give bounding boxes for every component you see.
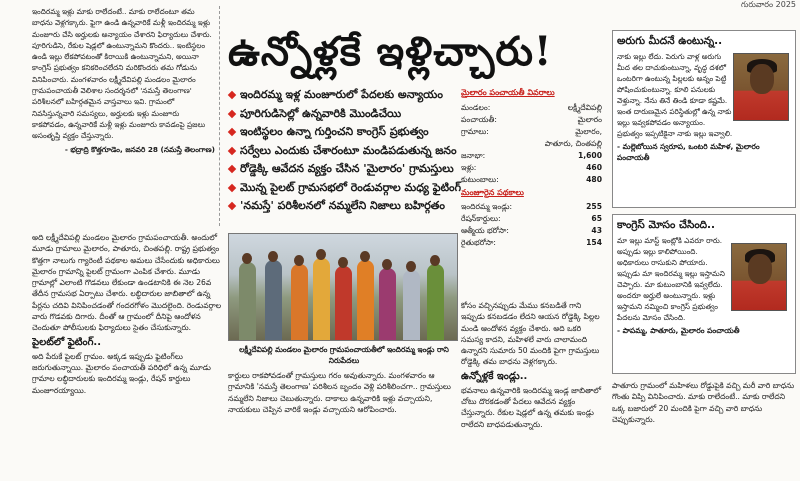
page-header-date: గురువారం 2025: [740, 0, 796, 9]
testimony-box-2: [612, 214, 796, 374]
person-figure: [313, 258, 330, 340]
stat-row: [461, 150, 602, 162]
stat-label: జనాభా:: [461, 151, 486, 160]
schemes-title: మంజూరైన పథకాలు: [461, 188, 524, 197]
testimony-body: మా ఇల్లు మాస్ట్ ఇంట్లోకి ఎవరూ రారు. అప్పుడు ఇల్లు కాలిపోయింది. అధికారులు రాసుకుని పోయారు. ఇప్పుడు మా ఇందిరమ్మ ఇల్లు ఇస్తామని చెప్పారు. మా కుటుంబానికి ఇవ్వలేదు. అందరూ అర్హులే అంటున్నారు. ఇళ్లు ఇస్తామని నమ్మించి కాంగ్రెస్ ప్రభుత్వం పేదలను మోసం చేసింది.: [617, 236, 725, 322]
panel-title: మైలారం పంచాయతీ వివరాలు: [461, 88, 555, 97]
stat-row: [461, 102, 602, 114]
stat-value: మైలారం: [577, 115, 602, 124]
stat-label: కుటుంబాలు:: [461, 175, 499, 184]
scheme-label: ఇందిరమ్మ ఇండ్లు:: [461, 202, 513, 211]
scheme-row: [461, 225, 602, 237]
scheme-label: ఆత్మీయ భరోసా:: [461, 226, 509, 235]
stat-value: పాతూరు, చింతపల్లి: [544, 139, 602, 148]
scheme-row: [461, 237, 602, 249]
dateline: - భద్రాద్రి కొత్తగూడెం, జనవరి 28 (నమస్తే తెలంగాణ): [64, 144, 215, 154]
highlight-item: రోడ్డెక్కి ఆవేదన వ్యక్తం చేసిన 'మైలారం' గ్రామస్తులు: [228, 160, 602, 179]
scheme-value: 65: [591, 214, 602, 223]
highlight-item: మొన్న పైలట్ గ్రామసభలో రెండువర్గాల మధ్య ఫైటింగ్: [228, 179, 602, 198]
portrait-image: [733, 53, 789, 121]
portrait-face: [748, 254, 772, 284]
person-figure: [379, 268, 396, 340]
scheme-label: రైతుభరోసా:: [461, 238, 496, 247]
stat-value: 460: [586, 163, 602, 172]
person-head: [430, 255, 440, 266]
testimony-box-1: [612, 30, 796, 208]
highlight-item: 'నమస్తే' పరిశీలనలో నమ్మలేని నిజాలు బహిర్గతం: [228, 197, 602, 216]
stat-row: [461, 162, 602, 174]
person-figure: [403, 270, 420, 340]
article-text: అది పేరుకే పైలట్ గ్రామం. అక్కడ ఇప్పుడు ఫైటింగ్‌లు జరుగుతున్నాయి. మైలారం పంచాయతీ పరిధిలో ఉన్న మూడు గ్రామాల లబ్ధిదారులకు ఇందిరమ్మ ఇండ్లు, రేషన్ కార్డులు మంజూరయ్యాయి.: [32, 351, 211, 395]
person-figure: [265, 260, 282, 340]
scheme-row: [461, 213, 602, 225]
stat-label: మండలం:: [461, 103, 491, 112]
person-figure: [335, 266, 352, 340]
subheading: ఉన్నోళ్లకే ఇండ్లు..: [461, 370, 528, 382]
portrait-image: [731, 243, 787, 311]
article-text: అది లక్ష్మీదేవిపల్లి మండలం మైలారం గ్రామపంచాయతీ. అందులో మూడు గ్రామాలు మైలారం, పాతూరు, చింతపల్లి. రాష్ట్ర ప్రభుత్వం కొత్తగా నాలుగు గ్యారెంటీ పథకాల అమలు చేసేందుకు అధికారులు మైలారం గ్రామాన్ని పైలట్ గ్రామంగా ఎంపిక చేశారు. మూడు గ్రామాల్లో ఎలాంటి గొడవలు లేకుండా ఉండటానికి ఈ నెల 26వ తేదీన గ్రామసభ ఏర్పాటు చేశారు. లబ్ధిదారుల జాబితాలో ఉన్న పేర్లను చదివి వినిపించడంతో గందరగోళం మొదలైంది. రెండువర్గాల వారు గొడవకు దిగారు. దీంతో ఆ గ్రామంలో దీనిపై ఆందోళన చెందుతూ పోలీసులకు ఫిర్యాదులు సైతం చేసుకున్నారు.: [32, 233, 222, 333]
stat-value: లక్ష్మీదేవిపల్లి: [567, 103, 602, 112]
article-text: భవనాలు ఉన్నవారికి ఇందిరమ్మ ఇండ్ల జాబితాలో చోటు దొరకడంతో పేదలు ఆవేదన వ్యక్తం చేస్తున్నారు. రేకుల షెడ్లలో ఉన్న తమకు ఇండ్లు రాలేదని బాధపడుతున్నారు.: [461, 385, 602, 429]
news-photo: [228, 233, 458, 341]
article-column-4: [612, 380, 796, 478]
article-text: పాతూరు గ్రామంలో మహిళలు రోడ్డుపైకి వచ్చి మరీ వారి బాధను గొంతు విప్పి వినిపించారు. మాకు రాలేదంటే.. మాకు రాలేదని ఒక్క బజారులో 20 మందికి పైగా వచ్చి వారి బాధను చెప్పుకున్నారు.: [612, 381, 795, 424]
stat-row: [461, 174, 602, 186]
person-figure: [291, 264, 308, 340]
lead-summary: [32, 6, 220, 226]
article-text: కోసం వచ్చినప్పుడు మేము కనబడితే గాని ఇప్పుడు కనబడడం లేదని ఆయన రోడ్డెక్కి పిల్లల మండి ఆందోళన వ్యక్తం చేశారు. అది ఒకరి సమస్య కాదని, మహిళలే వారు చాలామంది ఉన్నారని సుమారు 50 మందికి పైగా గ్రామస్తులు రోడ్డెక్కి తమ బాధను వెళ్లగక్కారు.: [461, 301, 600, 367]
highlight-item: ఇంటిస్థలం ఉన్నా గుర్తించని కాంగ్రెస్ ప్రభుత్వం: [228, 123, 602, 142]
stat-value: 480: [586, 175, 602, 184]
highlight-item: ఇందిరమ్మ ఇళ్ల మంజూరులో పేదలకు అన్యాయం: [228, 86, 602, 105]
stat-label: గ్రామాలు:: [461, 127, 489, 136]
person-head: [406, 261, 416, 272]
headline: ఉన్నోళ్లకే ఇళ్లిచ్చారు!: [228, 28, 553, 75]
scheme-value: 43: [591, 226, 602, 235]
subheading: పైలట్‌లో ఫైటింగ్..: [32, 336, 102, 348]
portrait-face: [750, 64, 774, 94]
scheme-value: 154: [586, 238, 602, 247]
person-head: [338, 257, 348, 268]
stat-row: [461, 126, 602, 138]
article-column-1: [32, 232, 222, 478]
testimony-body: నాకు ఇల్లు లేదు. పెరుగు వాళ్ల అరుగు మీద తల దాచుకుంటున్నా, వృద్ధ దశలో ఒంటరిగా ఉంటున్న పిల్లలకు అన్నం పెట్టి పోషించుకుంటున్నా. కూలి పనులకు వెళ్తున్నా. నేను తినే తిండి కూడా కష్టమే. ఇంత దారుణమైన పరిస్థితుల్లో ఉన్న నాకు ఇల్లు ఇవ్వకపోవడం అన్యాయం. ప్రభుత్వం ఇప్పటికైనా నాకు ఇల్లు ఇవ్వాలి.: [617, 52, 733, 138]
person-figure: [357, 260, 374, 340]
stat-label: పంచాయతీ:: [461, 115, 497, 124]
article-column-3: [461, 300, 604, 476]
testimony-signature: - మల్లెబోయిన స్వరూప, ఒంటరి మహిళ, మైలారం పంచాయతీ: [617, 142, 760, 162]
person-head: [268, 251, 278, 262]
stat-row: [461, 114, 602, 126]
stat-row: [461, 138, 602, 150]
testimony-signature: - పాపమ్మ, పాతూరు, మైలారం పంచాయతీ: [617, 326, 740, 335]
highlight-item: పూరిగుడిసెల్లో ఉన్నవారికి మొండిచేయి: [228, 105, 602, 124]
village-stats-panel: [461, 88, 602, 298]
stat-label: ఇళ్లు:: [461, 163, 477, 172]
stat-value: 1,600: [577, 151, 602, 160]
photo-caption: లక్ష్మీదేవిపల్లి మండలం మైలారం గ్రామపంచాయతీలో ఇందిరమ్మ ఇండ్లు రాని నిరుపేదలు: [239, 345, 449, 365]
article-text: కార్డులు రాకపోవడంతో గ్రామస్తులు గరం అవుతున్నారు. మంగళవారం ఆ గ్రామానికి 'నమస్తే తెలంగాణ' పరిశీలన బృందం వెళ్లి పరిశీలించగా.. గ్రామస్తులు నమ్మలేని నిజాలు చెబుతున్నారు. దాకాలు ఉన్నవారికి ఇళ్లు వచ్చాయని, నాయకులు చెప్పిన వారికే ఇండ్లు వచ్చాయని ఆరోపించారు.: [228, 371, 451, 414]
person-head: [242, 253, 252, 264]
scheme-label: రేషన్‌కార్డులు:: [461, 214, 501, 223]
scheme-value: 255: [586, 202, 602, 211]
stat-value: మైలారం,: [575, 127, 602, 136]
article-column-2: [228, 370, 456, 476]
person-figure: [239, 262, 256, 340]
testimony-title: అరుగు మీదనే ఉంటున్న..: [617, 35, 723, 47]
scheme-row: [461, 201, 602, 213]
person-figure: [427, 264, 444, 340]
highlight-item: సర్వేలు ఎందుకు చేశారంటూ మండిపడుతున్న జనం: [228, 142, 602, 161]
person-head: [316, 249, 326, 260]
person-head: [382, 259, 392, 270]
person-head: [294, 255, 304, 266]
lead-text: ఇందిరమ్మ ఇళ్లు మాకు రాలేదంటే.. మాకు రాలేదంటూ తమ బాధను వెళ్లగక్కారు. ఫైగా ఉండి ఉన్నవారికే మళ్లీ ఇందిరమ్మ ఇళ్లు మంజూరు చేసి అర్హులకు అన్యాయం చేశారని ఫిర్యాదులు చేశారు. పూరిగుడిసె, రేకుల షెడ్లలో ఉంటున్నామని కొందరు.. ఇంటిస్థలం ఉండి ఇల్లు లేకపోవటంతో కిరాయికి ఉంటున్నామని, అయినా కాంగ్రెస్ ప్రభుత్వం కనికరించలేదని మరికొందరు తమ గోడును వినిపించారు. మంగళవారం లక్ష్మీదేవిపల్లి మండలం మైలారం గ్రామపంచాయతీ వెలిశాల సందర్శనలో 'నమస్తే తెలంగాణ' పరిశీలనలో బహిర్గతమైన వాస్తవాలు ఇవి. గ్రామంలో నివసిస్తున్నవారి సమస్యలు, అర్హులకు ఇళ్లు మంజూరు కాకపోవడం, ఉన్నవారికే మళ్లీ ఇళ్లు మంజూరు కావడంపై ప్రజలు అసంతృప్తి వ్యక్తం చేస్తున్నారు.: [32, 7, 212, 141]
testimony-title: కాంగ్రెస్ మోసం చేసింది..: [617, 219, 716, 231]
person-head: [360, 251, 370, 262]
